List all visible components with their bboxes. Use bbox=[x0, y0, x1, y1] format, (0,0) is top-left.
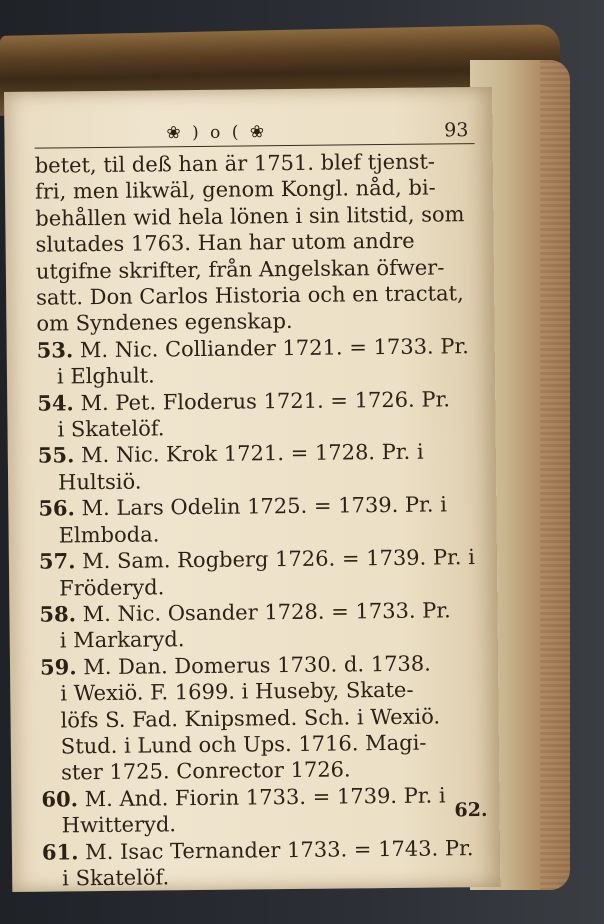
entry-text: i Skatelöf. bbox=[57, 416, 165, 442]
entry-text: M. Nic. Osander 1728. = 1733. Pr. bbox=[82, 598, 451, 627]
page-number: 93 bbox=[444, 119, 469, 142]
entry-58 bbox=[39, 597, 480, 654]
entry-54 bbox=[37, 386, 478, 443]
entry-59 bbox=[40, 650, 481, 787]
entry-text: i Markaryd. bbox=[59, 627, 185, 653]
entry-text: i Skatelöf. bbox=[62, 865, 170, 891]
running-header bbox=[34, 117, 474, 149]
entry-text: i Wexiö. F. 1699. i Huseby, Skate- bbox=[60, 677, 414, 706]
entry-61 bbox=[42, 835, 483, 892]
entry-text: Fröderyd. bbox=[59, 574, 165, 600]
entry-number: 60. bbox=[41, 786, 79, 812]
entry-number: 59. bbox=[39, 653, 77, 680]
entry-text: M. Dan. Domerus 1730. d. 1738. bbox=[83, 651, 432, 679]
entry-number: 61. bbox=[41, 838, 79, 865]
entry-56 bbox=[38, 491, 479, 548]
entry-number: 55. bbox=[37, 442, 75, 469]
entry-text: Elmboda. bbox=[58, 522, 160, 548]
entry-text: M. Isac Ternander 1733. = 1743. Pr. bbox=[85, 835, 474, 864]
entry-text: ster 1725. Conrector 1726. bbox=[61, 757, 351, 785]
text-line: om Syndenes egenskap. bbox=[36, 309, 293, 337]
text-line: slutades 1763. Han har utom andre bbox=[35, 228, 415, 257]
entry-57 bbox=[39, 544, 480, 601]
entry-number: 58. bbox=[39, 601, 77, 627]
entry-60 bbox=[41, 782, 482, 839]
text-line: satt. Don Carlos Historia och en tractat, bbox=[36, 281, 464, 310]
entry-text: M. Pet. Floderus 1721. = 1726. Pr. bbox=[80, 387, 451, 415]
entry-number: 54. bbox=[37, 389, 74, 416]
entry-text: Hultsiö. bbox=[57, 469, 142, 495]
entry-text: M. Nic. Krok 1721. = 1728. Pr. i bbox=[80, 440, 424, 468]
text-line: behållen wid hela lönen i sin litstid, som bbox=[35, 201, 465, 231]
text-line: utgifne skrifter, från Angelskan öfwer- bbox=[35, 255, 445, 284]
header-ornament: ❀ ) o ( ❀ bbox=[166, 122, 268, 144]
entry-number: 53. bbox=[36, 337, 74, 363]
entry-text: M. Nic. Colliander 1721. = 1733. Pr. bbox=[79, 333, 469, 363]
page-text bbox=[34, 117, 482, 892]
catchword: 62. bbox=[454, 798, 488, 822]
entry-55 bbox=[38, 439, 479, 496]
text-line: fri, men likwäl, genom Kongl. nåd, bi- bbox=[34, 175, 436, 205]
entry-text: M. And. Fiorin 1733. = 1739. Pr. i bbox=[84, 783, 446, 811]
entry-text: M. Sam. Rogberg 1726. = 1739. Pr. i bbox=[82, 545, 476, 574]
entry-text: Hwitteryd. bbox=[61, 812, 177, 838]
book-page bbox=[4, 87, 500, 892]
entry-text: Stud. i Lund och Ups. 1716. Magi- bbox=[60, 730, 427, 759]
entry-number: 57. bbox=[38, 548, 76, 574]
text-line: betet, til deß han är 1751. blef tjenst- bbox=[34, 149, 436, 178]
entry-text: löfs S. Fad. Knipsmed. Sch. i Wexiö. bbox=[60, 703, 441, 732]
entry-text: i Elghult. bbox=[56, 363, 155, 389]
entry-53 bbox=[37, 333, 478, 390]
entry-number: 56. bbox=[38, 495, 76, 521]
entry-text: M. Lars Odelin 1725. = 1739. Pr. i bbox=[81, 492, 448, 521]
